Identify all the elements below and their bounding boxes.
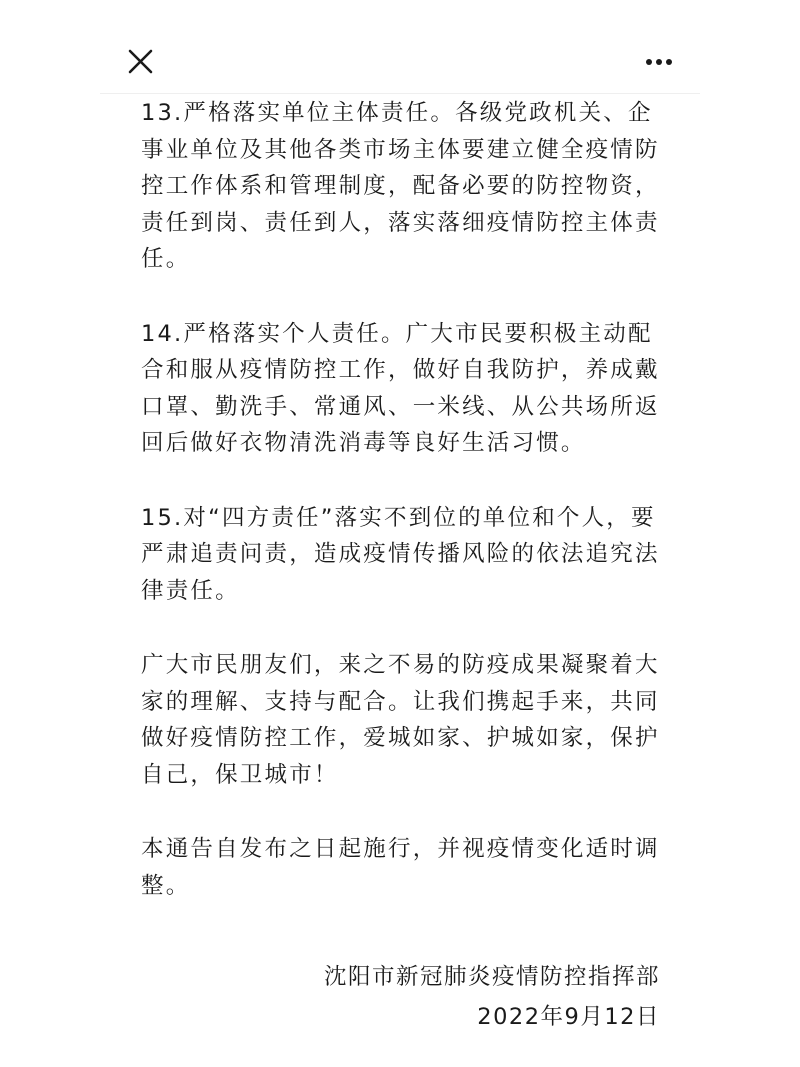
more-options-button[interactable] (634, 48, 684, 76)
close-button[interactable] (120, 42, 160, 82)
article-body (141, 95, 671, 942)
more-horizontal-icon (634, 48, 684, 76)
appeal-paragraph: 广大市民朋友们，来之不易的防疫成果凝聚着大家的理解、支持与配合。让我们携起手来，共同做好疫情防控工作，爱城如家、护城如家，保护自己，保卫城市！ (141, 652, 660, 788)
paragraph-item-13: 13.严格落实单位主体责任。各级党政机关、企事业单位及其他各类市场主体要建立健全疫情防控工作体系和管理制度，配备必要的防控物资，责任到岗、责任到人，落实落细疫情防控主体责任。 (141, 100, 660, 272)
close-icon (120, 42, 160, 82)
effective-date-paragraph: 本通告自发布之日起施行，并视疫情变化适时调整。 (141, 836, 660, 899)
signature-block (141, 957, 660, 1037)
issuing-organization: 沈阳市新冠肺炎疫情防控指挥部 (323, 964, 660, 990)
paragraph-item-14: 14.严格落实个人责任。广大市民要积极主动配合和服从疫情防控工作，做好自我防护，养成戴口罩、勤洗手、常通风、一米线、从公共场所返回后做好衣物清洗消毒等良好生活习惯。 (141, 320, 660, 456)
top-bar (0, 0, 800, 94)
header-divider (100, 93, 700, 94)
issue-date: 2022年9月12日 (477, 1004, 660, 1030)
paragraph-item-15: 15.对“四方责任”落实不到位的单位和个人，要严肃追责问责，造成疫情传播风险的依法追究法律责任。 (141, 504, 660, 604)
